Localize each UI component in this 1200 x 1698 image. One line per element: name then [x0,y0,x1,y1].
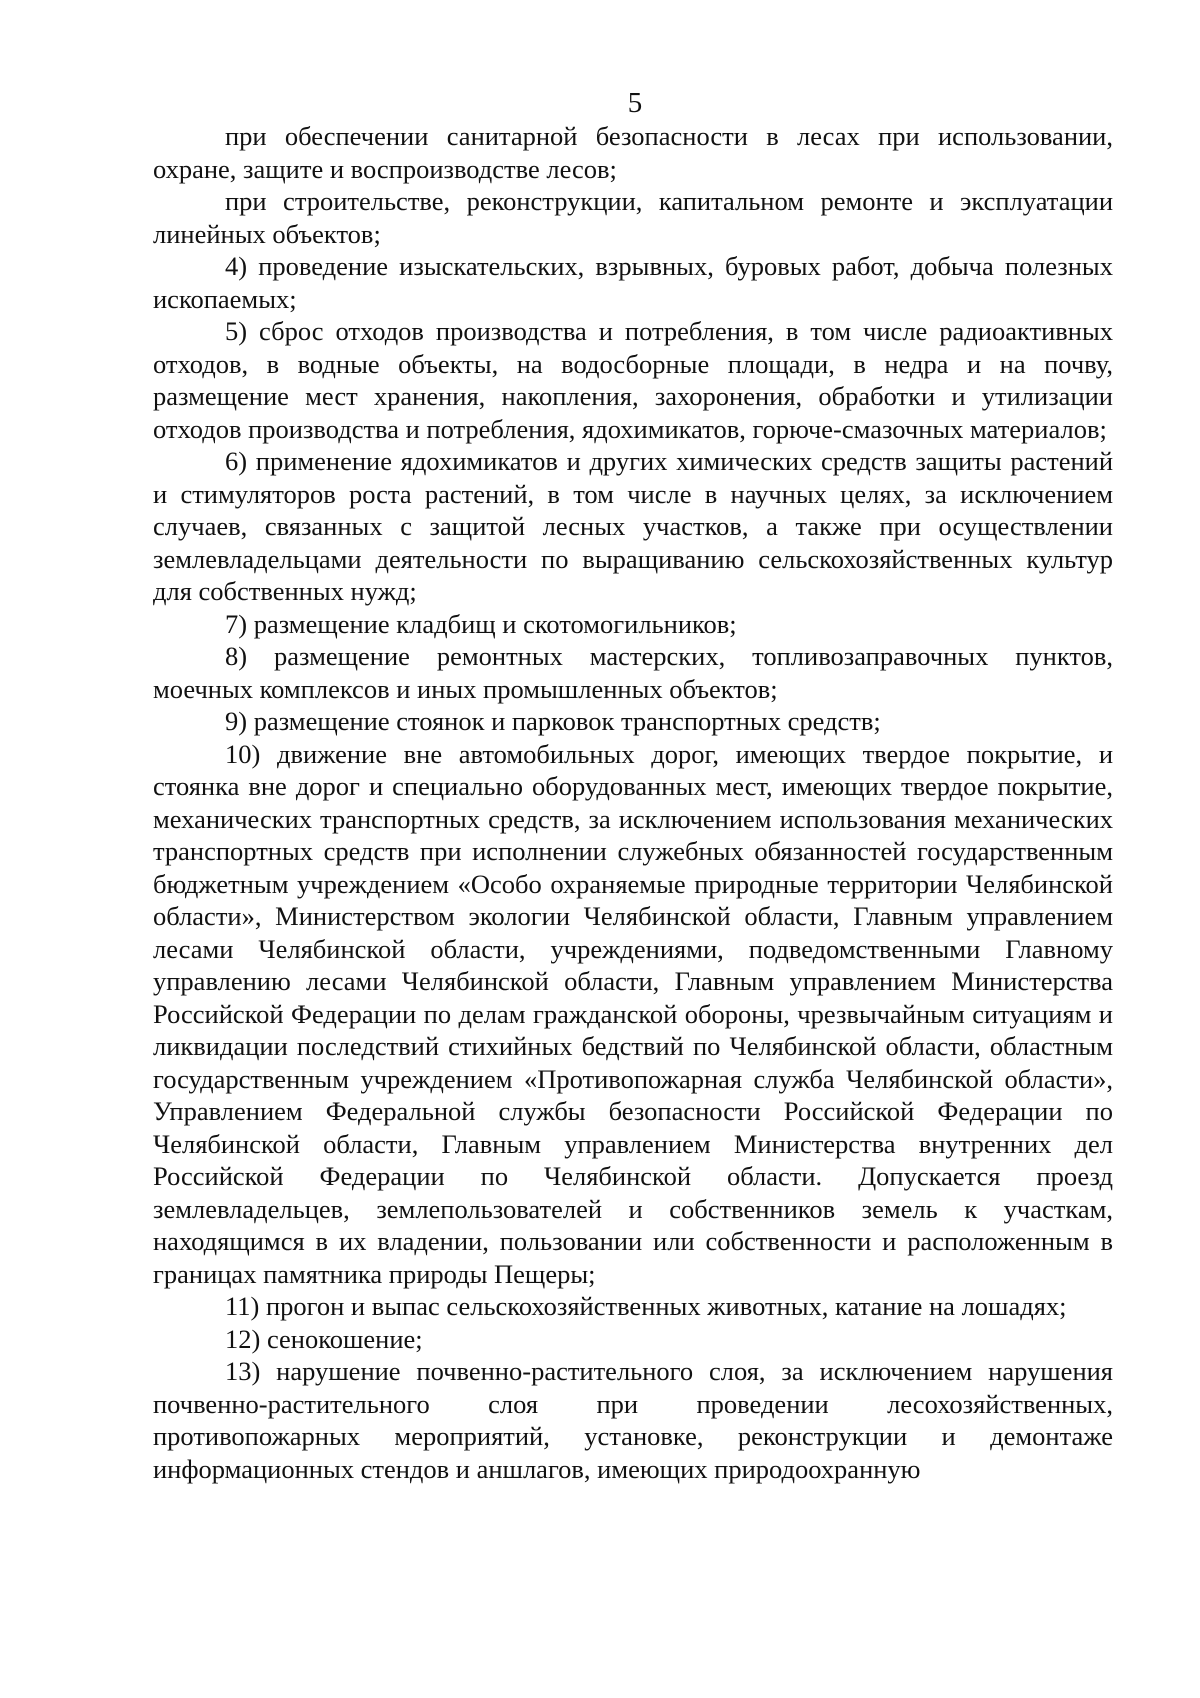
paragraph: 11) прогон и выпас сельскохозяйственных животных, катание на лошадях; [225,1291,1067,1321]
paragraph: 6) применение ядохимикатов и других химических средств защиты растений и стимуляторов роста растений, в том числе в научных целях, за исключением случаев, связанных с защитой лесных участков, а также при осуществлении землевладельцами деятельности по выращиванию сельскохозяйственных культур для собственных нужд; [153,446,1113,606]
paragraph: 13) нарушение почвенно-растительного слоя, за исключением нарушения почвенно-растительного слоя при проведении лесохозяйственных, противопожарных мероприятий, установке, реконструкции и демонтаже информационных стендов и аншлагов, имеющих природоохранную [153,1356,1113,1484]
paragraph: 7) размещение кладбищ и скотомогильников; [225,608,737,639]
document-body [153,120,1113,1485]
paragraph: 8) размещение ремонтных мастерских, топливозаправочных пунктов, моечных комплексов и иных промышленных объектов; [153,641,1113,704]
paragraph: при обеспечении санитарной безопасности в лесах при использовании, охране, защите и воспроизводстве лесов; [153,121,1113,184]
paragraph: 10) движение вне автомобильных дорог, имеющих твердое покрытие, и стоянка вне дорог и специально оборудованных мест, имеющих твердое покрытие, механических транспортных средств, за исключением использования механических транспортных средств при исполнении служебных обязанностей государственным бюджетным учреждением «Особо охраняемые природные территории Челябинской области», Министерством экологии Челябинской области, Главным управлением лесами Челябинской области, учреждениями, подведомственными Главному управлению лесами Челябинской области, Главным управлением Министерства Российской Федерации по делам гражданской обороны, чрезвычайным ситуациям и ликвидации последствий стихийных бедствий по Челябинской области, областным государственным учреждением «Противопожарная служба Челябинской области», Управлением Федеральной службы безопасности Российской Федерации по Челябинской области, Главным управлением Министерства внутренних дел Российской Федерации по Челябинской области. Допускается проезд землевладельцев, землепользователей и собственников земель к участкам, находящимся в их владении, пользовании или собственности и расположенным в границах памятника природы Пещеры; [153,738,1113,1289]
paragraph: при строительстве, реконструкции, капитальном ремонте и эксплуатации линейных объектов; [153,186,1113,249]
page-number: 5 [627,87,643,119]
paragraph: 12) сенокошение; [225,1323,423,1354]
paragraph: 5) сброс отходов производства и потребления, в том числе радиоактивных отходов, в водные объекты, на водосборные площади, в недра и на почву, размещение мест хранения, накопления, захоронения, обработки и утилизации отходов производства и потребления, ядохимикатов, горюче-смазочных материалов; [153,316,1113,444]
paragraph: 9) размещение стоянок и парковок транспортных средств; [225,706,881,736]
paragraph: 4) проведение изыскательских, взрывных, буровых работ, добыча полезных ископаемых; [153,251,1113,314]
